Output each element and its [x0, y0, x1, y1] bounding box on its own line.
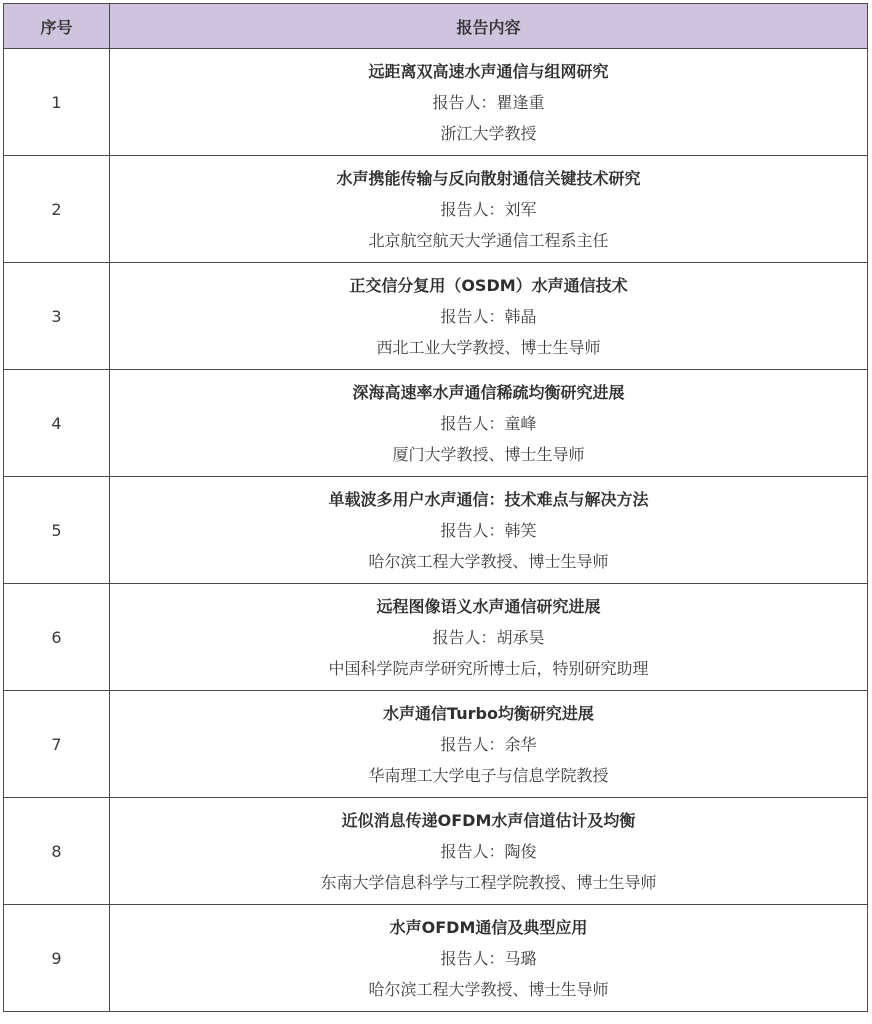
- report-speaker: 报告人：韩笑: [440, 520, 537, 540]
- row-content: [110, 477, 868, 584]
- row-content: [110, 263, 868, 370]
- report-title: 单载波多用户水声通信：技术难点与解决方法: [328, 489, 649, 509]
- report-title: 水声OFDM通信及典型应用: [389, 917, 588, 937]
- table-row: [4, 905, 868, 1012]
- row-index: 6: [4, 584, 110, 691]
- header-index: 序号: [4, 4, 110, 49]
- report-affiliation: 浙江大学教授: [440, 123, 537, 143]
- report-title: 水声通信Turbo均衡研究进展: [383, 703, 594, 723]
- row-content: [110, 370, 868, 477]
- report-speaker: 报告人：瞿逢重: [432, 92, 545, 112]
- table-row: [4, 584, 868, 691]
- report-speaker: 报告人：胡承昊: [432, 627, 545, 647]
- table-row: [4, 263, 868, 370]
- table-row: [4, 477, 868, 584]
- report-speaker: 报告人：刘军: [440, 199, 537, 219]
- row-index: 7: [4, 691, 110, 798]
- table-row: [4, 798, 868, 905]
- report-affiliation: 中国科学院声学研究所博士后，特别研究助理: [328, 658, 649, 678]
- report-title: 远程图像语义水声通信研究进展: [376, 596, 601, 616]
- report-affiliation: 北京航空航天大学通信工程系主任: [368, 230, 609, 250]
- row-content: [110, 798, 868, 905]
- row-index: 8: [4, 798, 110, 905]
- report-affiliation: 华南理工大学电子与信息学院教授: [368, 765, 609, 785]
- report-speaker: 报告人：陶俊: [440, 841, 537, 861]
- row-index: 9: [4, 905, 110, 1012]
- header-content: 报告内容: [110, 4, 868, 49]
- table-row: [4, 370, 868, 477]
- report-title: 深海高速率水声通信稀疏均衡研究进展: [352, 382, 625, 402]
- row-index: 3: [4, 263, 110, 370]
- row-index: 4: [4, 370, 110, 477]
- table-row: [4, 49, 868, 156]
- report-table-container: [3, 3, 867, 1012]
- report-affiliation: 厦门大学教授、博士生导师: [392, 444, 585, 464]
- row-content: [110, 905, 868, 1012]
- row-content: [110, 156, 868, 263]
- report-title: 远距离双高速水声通信与组网研究: [368, 61, 609, 81]
- report-speaker: 报告人：马璐: [440, 948, 537, 968]
- header-row: [4, 4, 868, 49]
- row-index: 5: [4, 477, 110, 584]
- row-index: 2: [4, 156, 110, 263]
- report-speaker: 报告人：余华: [440, 734, 537, 754]
- report-title: 近似消息传递OFDM水声信道估计及均衡: [341, 810, 636, 830]
- row-content: [110, 584, 868, 691]
- table-row: [4, 691, 868, 798]
- table-body: [4, 49, 868, 1012]
- row-content: [110, 49, 868, 156]
- table-row: [4, 156, 868, 263]
- report-affiliation: 东南大学信息科学与工程学院教授、博士生导师: [320, 872, 657, 892]
- report-speaker: 报告人：韩晶: [440, 306, 537, 326]
- row-content: [110, 691, 868, 798]
- row-index: 1: [4, 49, 110, 156]
- report-affiliation: 哈尔滨工程大学教授、博士生导师: [368, 979, 609, 999]
- report-affiliation: 哈尔滨工程大学教授、博士生导师: [368, 551, 609, 571]
- report-speaker: 报告人：童峰: [440, 413, 537, 433]
- table-header: [4, 4, 868, 49]
- report-title: 水声携能传输与反向散射通信关键技术研究: [336, 168, 641, 188]
- report-title: 正交信分复用（OSDM）水声通信技术: [349, 275, 628, 295]
- report-affiliation: 西北工业大学教授、博士生导师: [376, 337, 601, 357]
- report-table: [3, 3, 868, 1012]
